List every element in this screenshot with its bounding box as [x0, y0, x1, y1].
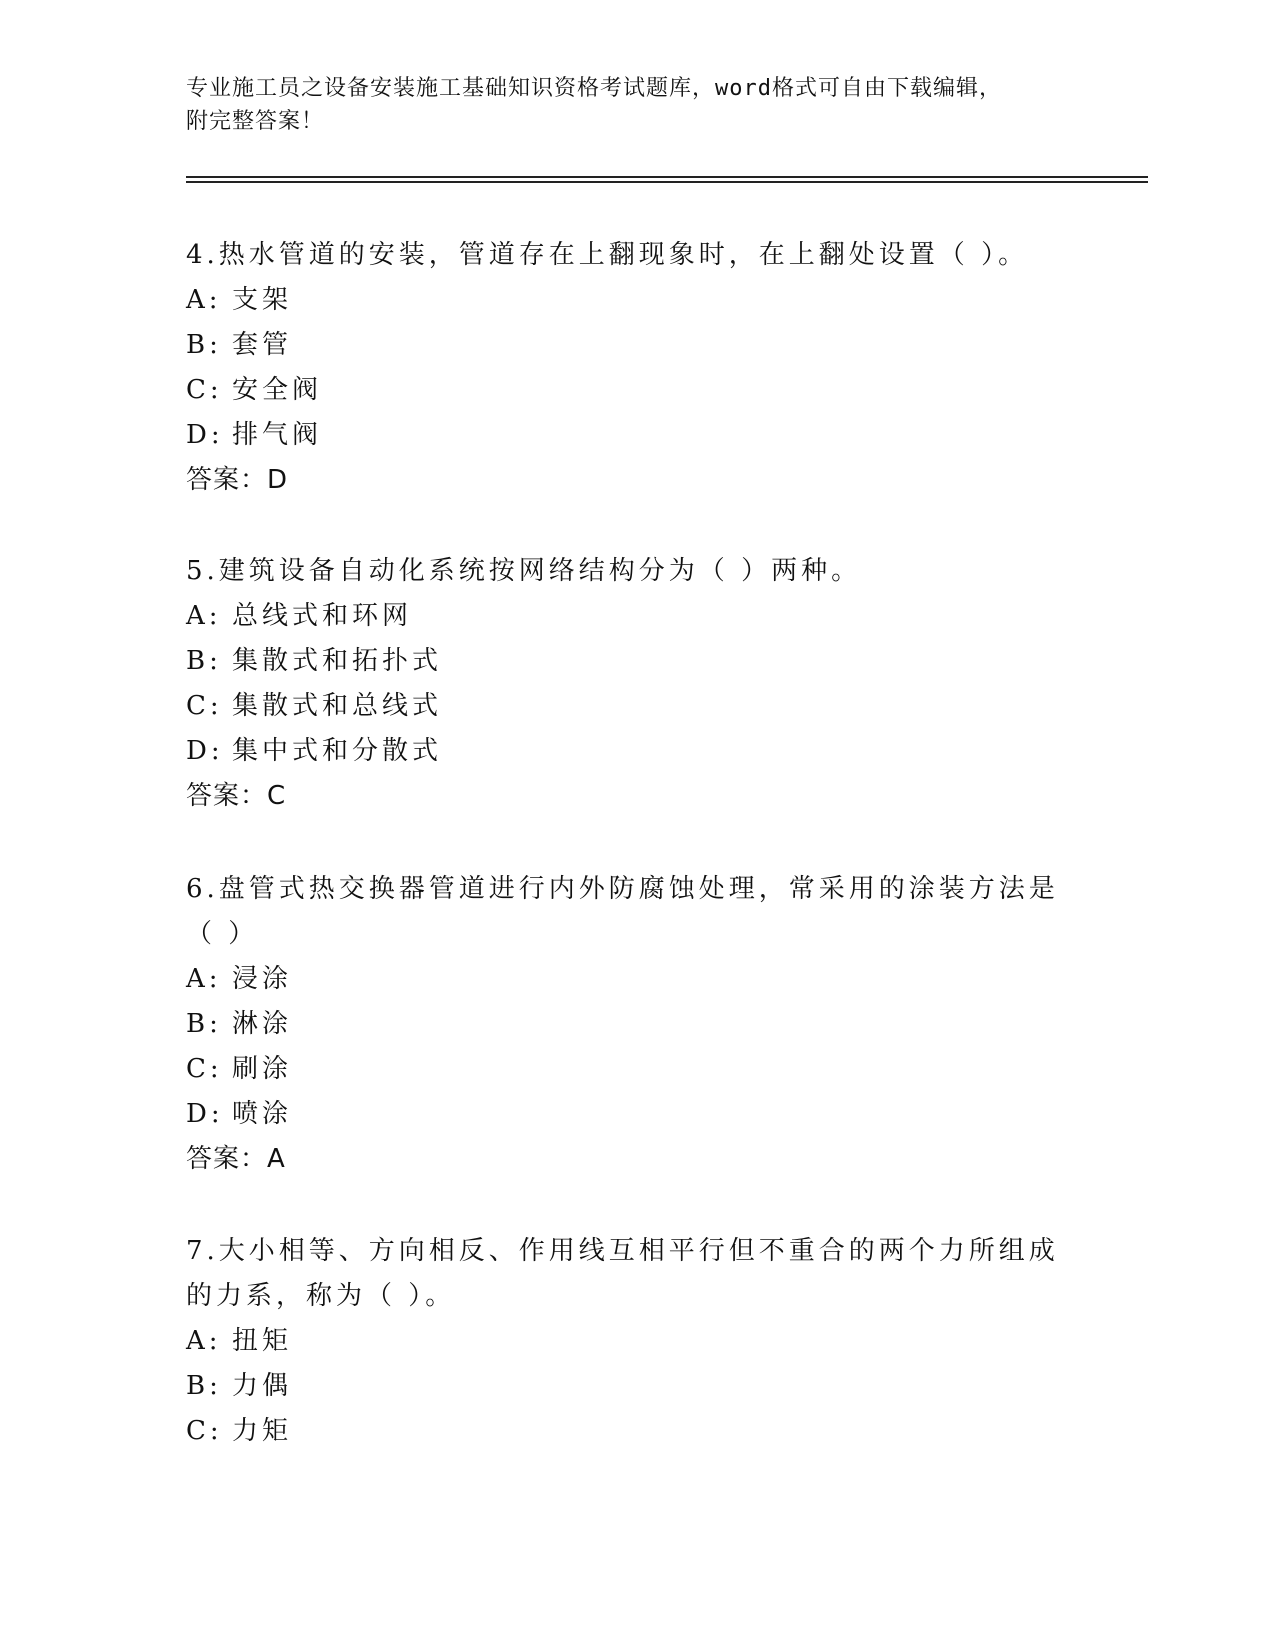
- option-letter: D:: [186, 736, 224, 766]
- option-d: [186, 413, 1066, 458]
- option-letter: A:: [186, 964, 222, 994]
- option-a: [186, 278, 1066, 323]
- option-letter: C:: [186, 375, 223, 405]
- question-stem: 7.大小相等、方向相反、作用线互相平行但不重合的两个力所组成的力系，称为（ ）。: [186, 1236, 1059, 1311]
- answer-line: 答案：A: [186, 1144, 286, 1174]
- option-text: 喷涂: [232, 1099, 293, 1129]
- option-letter: B:: [186, 1371, 222, 1401]
- option-c: [186, 1047, 1066, 1092]
- question-stem: 4.热水管道的安装，管道存在上翻现象时，在上翻处设置（ ）。: [186, 240, 1029, 270]
- option-letter: B:: [186, 1009, 222, 1039]
- option-a: [186, 594, 1066, 639]
- option-b: [186, 323, 1066, 368]
- answer-line: 答案：C: [186, 781, 287, 811]
- option-d: [186, 1092, 1066, 1137]
- option-letter: A:: [186, 285, 222, 315]
- option-text: 集中式和分散式: [232, 736, 443, 766]
- option-letter: C:: [186, 1416, 223, 1446]
- question-stem: 6.盘管式热交换器管道进行内外防腐蚀处理，常采用的涂装方法是（ ）: [186, 874, 1059, 949]
- option-c: [186, 1409, 1066, 1454]
- option-text: 力偶: [232, 1371, 293, 1401]
- option-text: 安全阀: [232, 375, 323, 405]
- option-letter: C:: [186, 1054, 223, 1084]
- option-text: 集散式和总线式: [232, 691, 443, 721]
- option-text: 力矩: [232, 1416, 293, 1446]
- question-5: [186, 549, 1066, 819]
- option-letter: A:: [186, 1326, 222, 1356]
- option-text: 排气阀: [232, 420, 323, 450]
- question-6: [186, 867, 1066, 1182]
- option-d: [186, 729, 1066, 774]
- question-4: [186, 233, 1066, 503]
- option-letter: A:: [186, 601, 222, 631]
- answer-line: 答案：D: [186, 465, 289, 495]
- option-letter: D:: [186, 1099, 224, 1129]
- header-divider-top: [186, 176, 1148, 178]
- option-text: 总线式和环网: [232, 601, 413, 631]
- option-letter: B:: [186, 330, 222, 360]
- option-b: [186, 1364, 1066, 1409]
- option-letter: D:: [186, 420, 224, 450]
- question-7: [186, 1229, 1066, 1454]
- option-a: [186, 957, 1066, 1002]
- option-letter: C:: [186, 691, 223, 721]
- option-c: [186, 368, 1066, 413]
- option-letter: B:: [186, 646, 222, 676]
- header-divider-bottom: [186, 181, 1148, 183]
- header-line-1: 专业施工员之设备安装施工基础知识资格考试题库，word格式可自由下载编辑，: [186, 76, 1002, 101]
- option-text: 扭矩: [232, 1326, 293, 1356]
- option-text: 浸涂: [232, 964, 293, 994]
- option-text: 淋涂: [232, 1009, 293, 1039]
- option-text: 刷涂: [232, 1054, 293, 1084]
- option-a: [186, 1319, 1066, 1364]
- header-line-2: 附完整答案！: [186, 109, 325, 134]
- document-header: [186, 72, 1086, 138]
- option-c: [186, 684, 1066, 729]
- option-text: 集散式和拓扑式: [232, 646, 443, 676]
- option-text: 套管: [232, 330, 293, 360]
- option-text: 支架: [232, 285, 293, 315]
- question-stem: 5.建筑设备自动化系统按网络结构分为（ ）两种。: [186, 556, 862, 586]
- option-b: [186, 1002, 1066, 1047]
- option-b: [186, 639, 1066, 684]
